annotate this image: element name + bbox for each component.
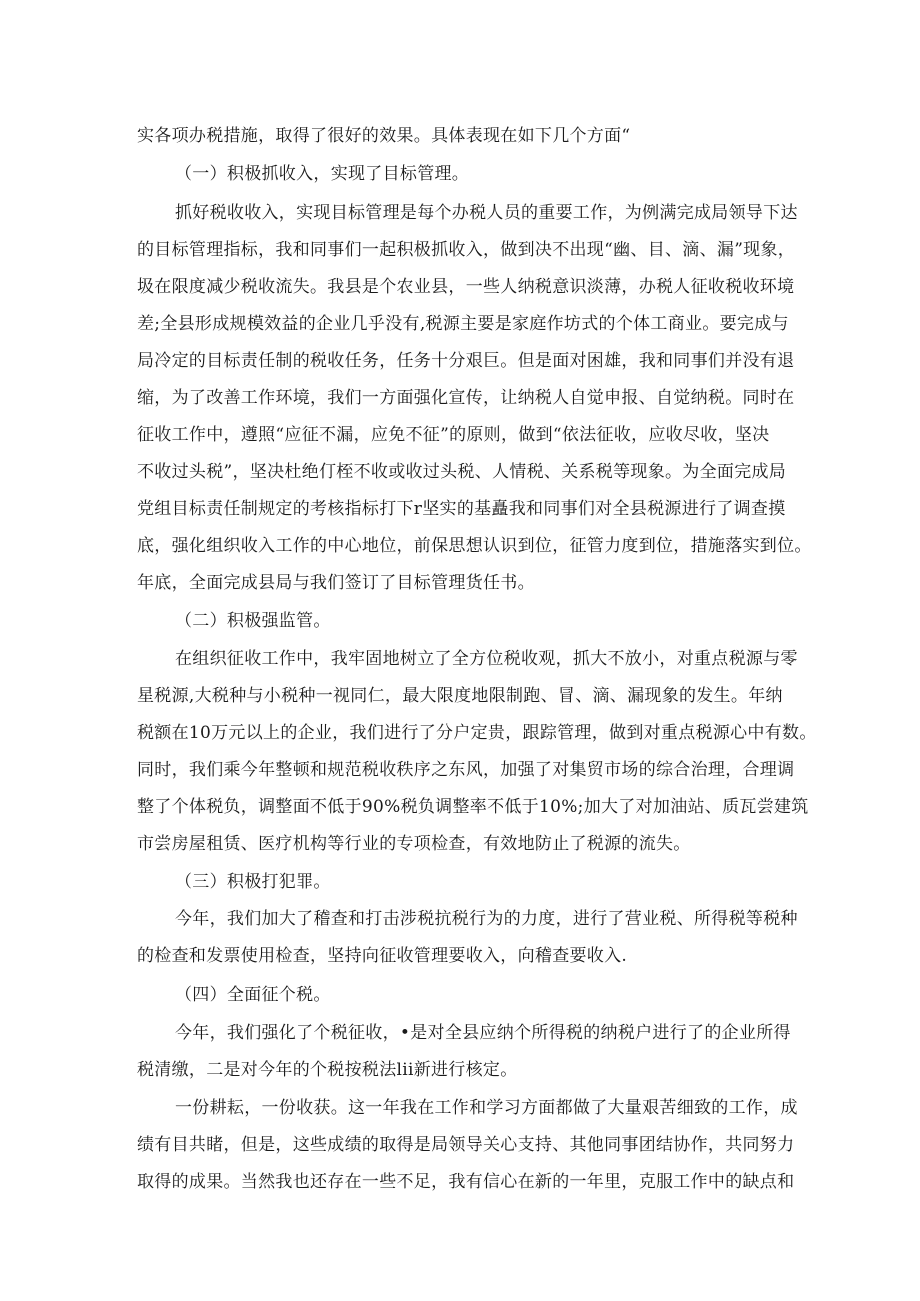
- paragraph-line: 在组织征收工作中，我牢固地树立了全方位税收观，抓大不放小，对重点税源与零: [175, 649, 798, 669]
- paragraph-line: 征收工作中，遵照“应征不漏，应免不征”的原则，做到“依法征收，应收尽收，坚决: [137, 425, 770, 445]
- paragraph-line: 底，强化组织收入工作的中心地位，前保思想认识到位，征管力度到位，措施落实到位。: [137, 536, 812, 556]
- paragraph-line: 年底，全面完成县局与我们签订了目标管理货任书。: [137, 573, 535, 593]
- paragraph-line: 一份耕耘，一份收获。这一年我在工作和学习方面都做了大量艰苦细致的工作，成: [175, 1098, 798, 1118]
- paragraph-line: 今年，我们加大了稽查和打击涉税抗税行为的力度，进行了营业税、所得税等税种: [175, 909, 798, 929]
- paragraph-line: 绩有目共睹，但是，这些成绩的取得是局领导关心支持、其他同事团结协作，共同努力: [137, 1135, 795, 1155]
- paragraph-line: 今年，我们强化了个税征收，•是对全县应纳个所得税的纳税户进行了的企业所得: [175, 1023, 791, 1043]
- section-heading: （三）积极打犯罪。: [175, 872, 331, 892]
- paragraph-line: 缩，为了改善工作环境，我们一方面强化宣传，让纳税人自觉申报、自觉纳税。同时在: [137, 388, 795, 408]
- paragraph-line: 的目标管理指标，我和同事们一起积极抓收入，做到决不出现“幽、目、滴、漏”现象，: [137, 240, 796, 260]
- paragraph-line: 差;全县形成规模效益的企业几乎没有,税源主要是家庭作坊式的个体工商业。要完成与: [137, 314, 789, 334]
- paragraph-line: 不收过头税”，坚决杜绝仃桎不收或收过头税、人情税、关系税等现象。为全面完成局: [137, 462, 787, 482]
- paragraph-line: 局冷定的目标责任制的税收任务，任务十分艰巨。但是面对困雄，我和同事们并没有退: [137, 351, 795, 371]
- paragraph-line: 取得的成果。当然我也还存在一些不足，我有信心在新的一年里，克服工作中的缺点和: [137, 1172, 795, 1192]
- paragraph-line: 圾在限度减少税收流失。我县是个农业县，一些人纳税意识淡薄，办税人征收税收环境: [137, 277, 795, 297]
- paragraph-line: 星税源,大税种与小税种一视同仁，最大限度地限制跑、冒、滴、漏现象的发生。年纳: [137, 686, 783, 706]
- paragraph-line: 税清缴，二是对今年的个税按税法lii新进行核定。: [137, 1060, 518, 1080]
- paragraph-line: 抓好税收收入，实现目标管理是每个办税人员的重要工作，为例满完成局领导下达: [175, 203, 798, 223]
- paragraph-line: 党组目标责任制规定的考核指标打下r坚实的基矗我和同事们对全县税源进行了调查摸: [137, 499, 786, 519]
- paragraph-line: 市尝房屋租赁、医疗机构等行业的专项检查，有效地防止了税源的流失。: [137, 834, 691, 854]
- paragraph-line: 的检查和发票使用检查，坚持向征收管理要收入，向稽查要收入.: [137, 946, 628, 966]
- section-heading: （二）积极强监管。: [175, 611, 331, 631]
- section-heading: （一）积极抓收入，实现了目标管理。: [175, 164, 470, 184]
- paragraph-line: 整了个体税负，调整面不低于90%税负调整率不低于10%;加大了对加油站、质瓦尝建筑: [137, 797, 809, 817]
- paragraph-line: 税额在10万元以上的企业，我们进行了分户定贵，跟踪管理，做到对重点税源心中有数。: [137, 723, 817, 743]
- paragraph-line: 实各项办税措施，取得了很好的效果。具体表现在如下几个方面“: [137, 126, 631, 146]
- section-heading: （四）全面征个税。: [175, 985, 331, 1005]
- paragraph-line: 同时，我们乘今年整顿和规范税收秩序之东风，加强了对集贸市场的综合治理，合理调: [137, 760, 795, 780]
